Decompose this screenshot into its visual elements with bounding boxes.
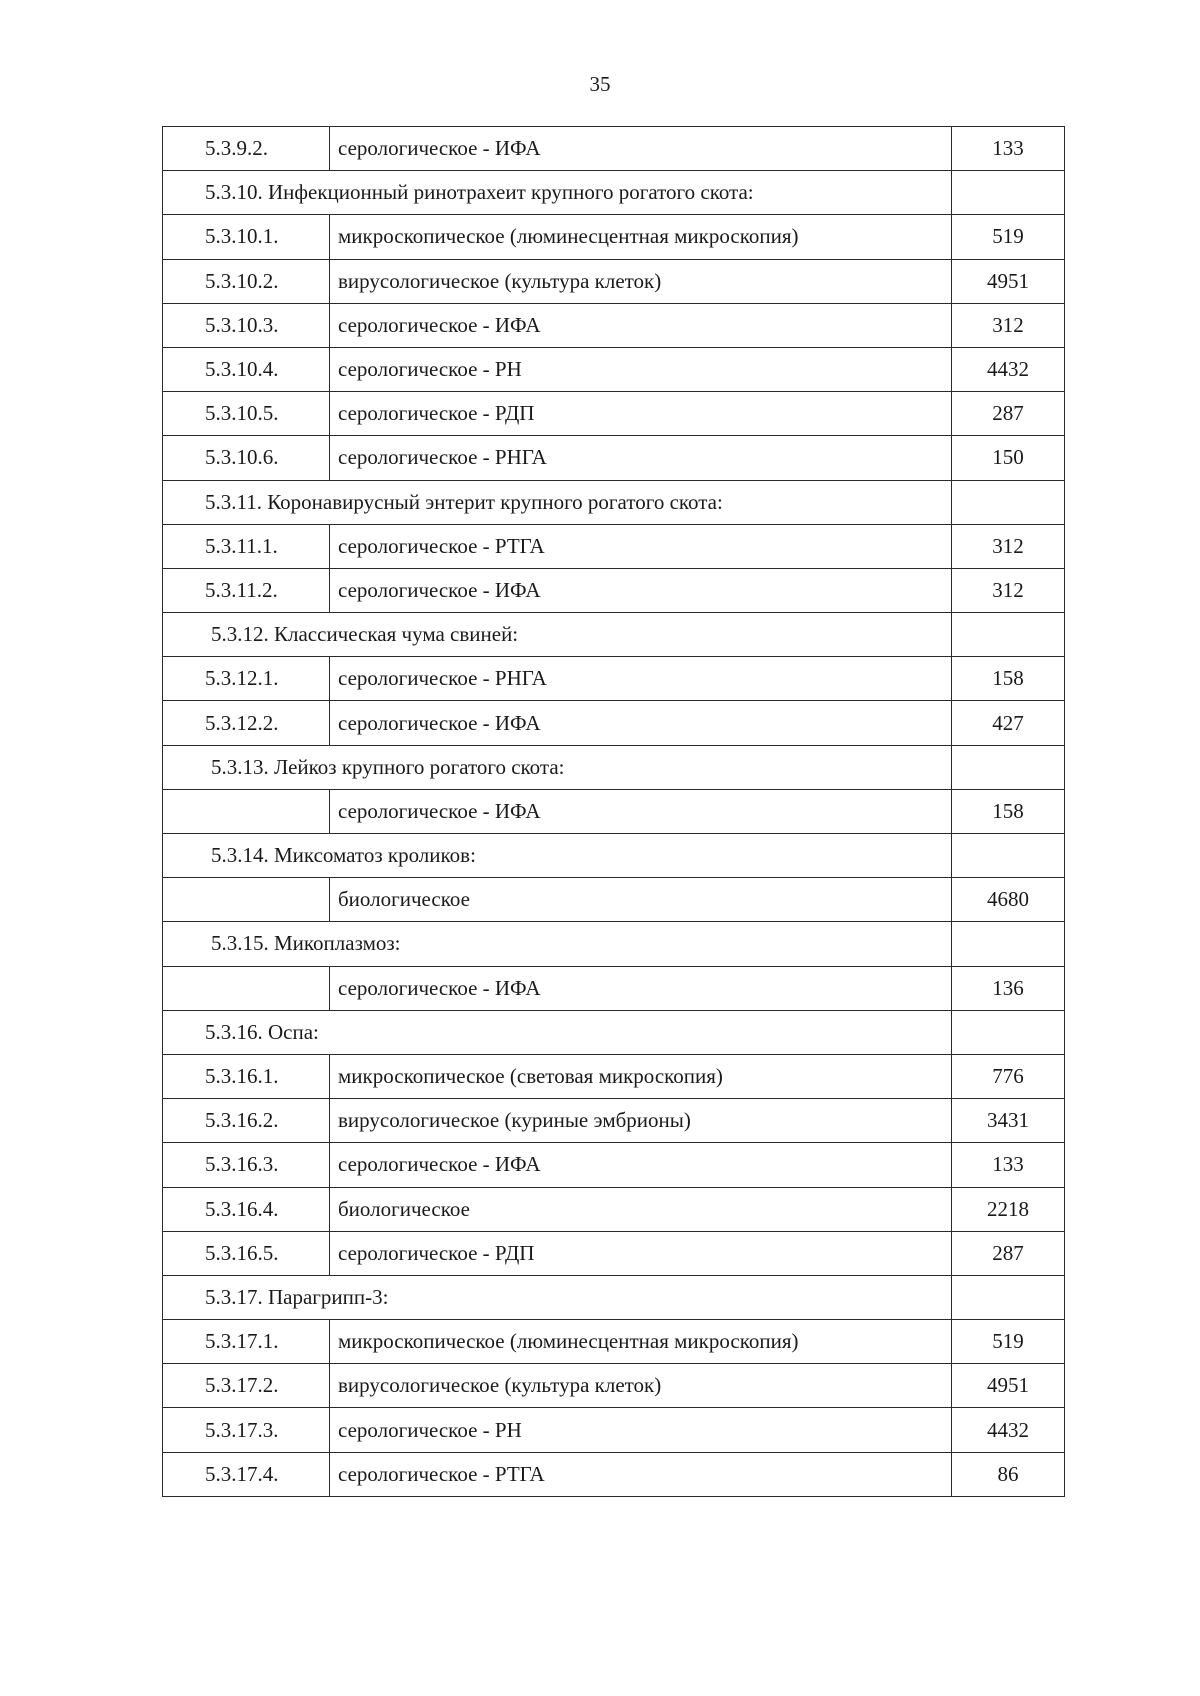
price-cell: 519 xyxy=(952,1320,1065,1364)
section-header-row xyxy=(163,1275,1065,1319)
price-cell: 133 xyxy=(952,127,1065,171)
method-name-cell: биологическое xyxy=(330,878,952,922)
table-row xyxy=(163,524,1065,568)
table-row xyxy=(163,1187,1065,1231)
table-row xyxy=(163,436,1065,480)
price-cell: 312 xyxy=(952,303,1065,347)
section-title: 5.3.12. Классическая чума свиней: xyxy=(163,613,952,657)
page-number: 35 xyxy=(589,72,611,96)
table-row xyxy=(163,347,1065,391)
price-cell: 136 xyxy=(952,966,1065,1010)
section-title: 5.3.14. Миксоматоз кроликов: xyxy=(163,834,952,878)
method-name-cell: серологическое - РДП xyxy=(330,1231,952,1275)
price-cell: 2218 xyxy=(952,1187,1065,1231)
price-cell: 519 xyxy=(952,215,1065,259)
price-cell: 4432 xyxy=(952,1408,1065,1452)
table-row xyxy=(163,789,1065,833)
item-code-cell: 5.3.16.3. xyxy=(163,1143,330,1187)
item-code-cell xyxy=(163,789,330,833)
section-header-row xyxy=(163,1010,1065,1054)
method-name-cell: серологическое - ИФА xyxy=(330,789,952,833)
price-cell xyxy=(952,1010,1065,1054)
item-code-cell: 5.3.9.2. xyxy=(163,127,330,171)
item-code-cell: 5.3.11.1. xyxy=(163,524,330,568)
price-cell xyxy=(952,480,1065,524)
price-cell xyxy=(952,922,1065,966)
table-row xyxy=(163,1231,1065,1275)
price-cell: 287 xyxy=(952,1231,1065,1275)
table-row xyxy=(163,127,1065,171)
item-code-cell: 5.3.16.2. xyxy=(163,1099,330,1143)
item-code-cell: 5.3.17.1. xyxy=(163,1320,330,1364)
method-name-cell: серологическое - РТГА xyxy=(330,1452,952,1496)
price-cell: 4680 xyxy=(952,878,1065,922)
method-name-cell: микроскопическое (люминесцентная микроскопия) xyxy=(330,1320,952,1364)
table-row xyxy=(163,259,1065,303)
method-name-cell: серологическое - РН xyxy=(330,1408,952,1452)
method-name-cell: серологическое - РНГА xyxy=(330,657,952,701)
table-row xyxy=(163,1054,1065,1098)
method-name-cell: вирусологическое (культура клеток) xyxy=(330,259,952,303)
section-header-row xyxy=(163,834,1065,878)
price-cell: 287 xyxy=(952,392,1065,436)
item-code-cell: 5.3.10.6. xyxy=(163,436,330,480)
item-code-cell: 5.3.16.5. xyxy=(163,1231,330,1275)
section-title: 5.3.17. Парагрипп-3: xyxy=(163,1275,952,1319)
table-row xyxy=(163,1408,1065,1452)
table-row xyxy=(163,1364,1065,1408)
item-code-cell: 5.3.10.2. xyxy=(163,259,330,303)
section-title: 5.3.13. Лейкоз крупного рогатого скота: xyxy=(163,745,952,789)
price-cell: 427 xyxy=(952,701,1065,745)
method-name-cell: серологическое - ИФА xyxy=(330,127,952,171)
method-name-cell: микроскопическое (световая микроскопия) xyxy=(330,1054,952,1098)
section-title: 5.3.11. Коронавирусный энтерит крупного рогатого скота: xyxy=(163,480,952,524)
item-code-cell: 5.3.10.3. xyxy=(163,303,330,347)
price-cell: 158 xyxy=(952,657,1065,701)
section-title: 5.3.10. Инфекционный ринотрахеит крупного рогатого скота: xyxy=(163,171,952,215)
section-title: 5.3.16. Оспа: xyxy=(163,1010,952,1054)
item-code-cell: 5.3.17.4. xyxy=(163,1452,330,1496)
price-cell xyxy=(952,834,1065,878)
section-header-row xyxy=(163,171,1065,215)
method-name-cell: серологическое - ИФА xyxy=(330,1143,952,1187)
price-cell: 776 xyxy=(952,1054,1065,1098)
method-name-cell: биологическое xyxy=(330,1187,952,1231)
item-code-cell: 5.3.16.1. xyxy=(163,1054,330,1098)
section-header-row xyxy=(163,745,1065,789)
item-code-cell: 5.3.12.1. xyxy=(163,657,330,701)
price-cell: 4432 xyxy=(952,347,1065,391)
table-row xyxy=(163,1143,1065,1187)
item-code-cell: 5.3.10.5. xyxy=(163,392,330,436)
price-cell: 312 xyxy=(952,524,1065,568)
item-code-cell: 5.3.10.1. xyxy=(163,215,330,259)
price-cell xyxy=(952,745,1065,789)
table-row xyxy=(163,1320,1065,1364)
item-code-cell: 5.3.11.2. xyxy=(163,568,330,612)
section-header-row xyxy=(163,922,1065,966)
table-row xyxy=(163,657,1065,701)
price-cell: 150 xyxy=(952,436,1065,480)
method-name-cell: серологическое - ИФА xyxy=(330,701,952,745)
method-name-cell: серологическое - ИФА xyxy=(330,568,952,612)
method-name-cell: серологическое - ИФА xyxy=(330,966,952,1010)
table-row xyxy=(163,878,1065,922)
price-cell: 312 xyxy=(952,568,1065,612)
price-cell: 86 xyxy=(952,1452,1065,1496)
method-name-cell: вирусологическое (куриные эмбрионы) xyxy=(330,1099,952,1143)
method-name-cell: вирусологическое (культура клеток) xyxy=(330,1364,952,1408)
item-code-cell: 5.3.16.4. xyxy=(163,1187,330,1231)
price-list-body xyxy=(163,127,1065,1497)
item-code-cell: 5.3.17.3. xyxy=(163,1408,330,1452)
method-name-cell: серологическое - РНГА xyxy=(330,436,952,480)
price-cell: 4951 xyxy=(952,1364,1065,1408)
price-cell: 3431 xyxy=(952,1099,1065,1143)
price-cell xyxy=(952,1275,1065,1319)
item-code-cell: 5.3.17.2. xyxy=(163,1364,330,1408)
section-header-row xyxy=(163,613,1065,657)
method-name-cell: серологическое - РТГА xyxy=(330,524,952,568)
table-row xyxy=(163,215,1065,259)
price-cell xyxy=(952,613,1065,657)
table-row xyxy=(163,1099,1065,1143)
item-code-cell xyxy=(163,966,330,1010)
price-cell xyxy=(952,171,1065,215)
item-code-cell: 5.3.12.2. xyxy=(163,701,330,745)
table-row xyxy=(163,1452,1065,1496)
section-header-row xyxy=(163,480,1065,524)
table-row xyxy=(163,568,1065,612)
section-title: 5.3.15. Микоплазмоз: xyxy=(163,922,952,966)
table-row xyxy=(163,966,1065,1010)
price-list-table xyxy=(162,126,1065,1497)
price-cell: 4951 xyxy=(952,259,1065,303)
table-row xyxy=(163,701,1065,745)
method-name-cell: серологическое - ИФА xyxy=(330,303,952,347)
method-name-cell: серологическое - РДП xyxy=(330,392,952,436)
method-name-cell: серологическое - РН xyxy=(330,347,952,391)
item-code-cell: 5.3.10.4. xyxy=(163,347,330,391)
price-cell: 133 xyxy=(952,1143,1065,1187)
price-cell: 158 xyxy=(952,789,1065,833)
method-name-cell: микроскопическое (люминесцентная микроскопия) xyxy=(330,215,952,259)
table-row xyxy=(163,392,1065,436)
item-code-cell xyxy=(163,878,330,922)
table-row xyxy=(163,303,1065,347)
